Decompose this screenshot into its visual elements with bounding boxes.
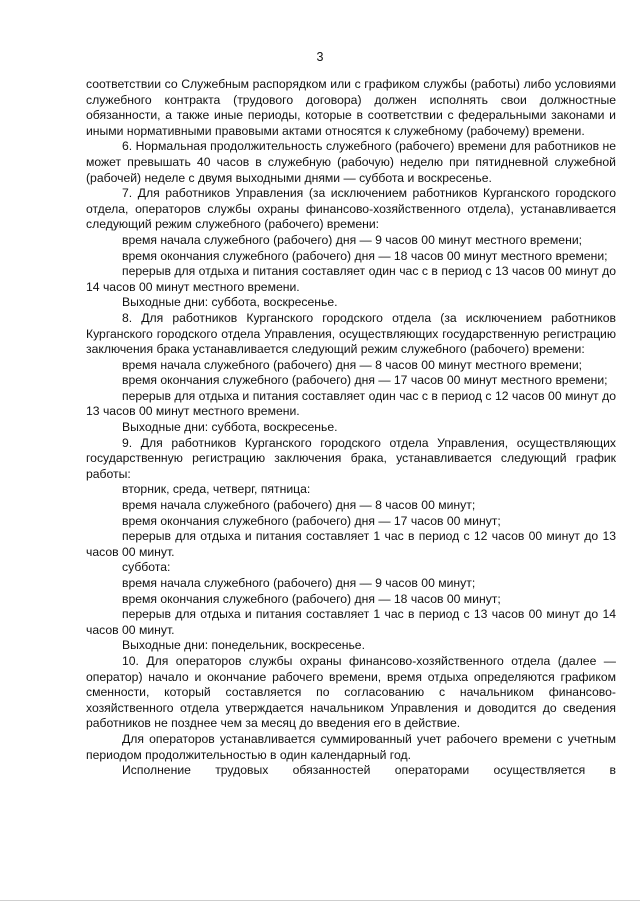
- days-off: Выходные дни: понедельник, воскресенье.: [122, 638, 365, 653]
- schedule-end-time: время окончания служебного (рабочего) дня — 17 часов 00 минут местного времени;: [122, 373, 608, 388]
- saturday-label: суббота:: [122, 560, 171, 575]
- scan-edge-line: [0, 900, 640, 901]
- days-off: Выходные дни: суббота, воскресенье.: [122, 420, 338, 435]
- page-number: 3: [316, 50, 324, 64]
- paragraph-item-8: 8. Для работников Курганского городского отдела (за исключением работников Курганского городского отдела Управления, осуществляющих государственную регистрацию заключения брака устанавливается следующий режим служебного (рабочего) времени:: [86, 310, 616, 357]
- document-body: [86, 77, 616, 779]
- schedule-break: перерыв для отдыха и питания составляет 1 час в период с 12 часов 00 минут до 13 часов 00 минут.: [86, 529, 616, 559]
- paragraph-item-9: 9. Для работников Курганского городского отдела Управления, осуществляющих государственную регистрацию заключения брака, устанавливается следующий график работы:: [86, 435, 616, 481]
- schedule-break: перерыв для отдыха и питания составляет один час с в период с 13 часов 00 минут до 14 часов 00 минут местного времени.: [86, 264, 616, 294]
- paragraph-summary-accounting: Для операторов устанавливается суммированный учет рабочего времени с учетным периодом продолжительностью в один календарный год.: [86, 731, 616, 762]
- weekdays-label: вторник, среда, четверг, пятница:: [122, 482, 311, 497]
- schedule-break: перерыв для отдыха и питания составляет один час с в период с 12 часов 00 минут до 13 часов 00 минут местного времени.: [86, 388, 616, 419]
- schedule-start-time: время начала служебного (рабочего) дня — 9 часов 00 минут;: [122, 576, 476, 590]
- paragraph-duties-continued: Исполнение трудовых обязанностей операторами осуществляется в: [122, 763, 616, 778]
- schedule-start-time: время начала служебного (рабочего) дня — 8 часов 00 минут;: [122, 498, 476, 513]
- paragraph-item-7: 7. Для работников Управления (за исключением работников Курганского городского отдела, операторов службы охраны финансово-хозяйственного отдела), устанавливается следующий режим служебного (рабочего) времени:: [86, 186, 616, 232]
- schedule-start-time: время начала служебного (рабочего) дня — 9 часов 00 минут местного времени;: [122, 232, 583, 247]
- schedule-end-time: время окончания служебного (рабочего) дня — 18 часов 00 минут местного времени;: [122, 248, 608, 263]
- paragraph-item-10: 10. Для операторов службы охраны финансово-хозяйственного отдела (далее — оператор) начало и окончание рабочего времени, время отдыха определяются графиком сменности, который составляется по согласованию с начальником финансово-хозяйственного отдела утверждается начальником Управления и доводится до сведения работников не позднее чем за месяц до введения его в действие.: [86, 653, 616, 731]
- schedule-start-time: время начала служебного (рабочего) дня — 8 часов 00 минут местного времени;: [122, 357, 583, 372]
- schedule-break: перерыв для отдыха и питания составляет 1 час в период с 13 часов 00 минут до 14 часов 00 минут.: [86, 607, 616, 637]
- schedule-end-time: время окончания служебного (рабочего) дня — 17 часов 00 минут;: [122, 513, 501, 528]
- paragraph-item-6: 6. Нормальная продолжительность служебного (рабочего) времени для работников не может превышать 40 часов в служебную (рабочую) неделю при пятидневной служебной (рабочей) неделе с двумя выходными днями — суббота и воскресенье.: [86, 139, 616, 185]
- schedule-end-time: время окончания служебного (рабочего) дня — 18 часов 00 минут;: [122, 591, 501, 606]
- paragraph-continuation: соответствии со Служебным распорядком или с графиком службы (работы) либо условиями служебного контракта (трудового договора) должен исполнять свои должностные обязанности, а также иные периоды, которые в соответствии с федеральными законами и иными нормативными правовыми актами относятся к служебному (рабочему) времени.: [86, 77, 616, 138]
- days-off: Выходные дни: суббота, воскресенье.: [122, 295, 338, 310]
